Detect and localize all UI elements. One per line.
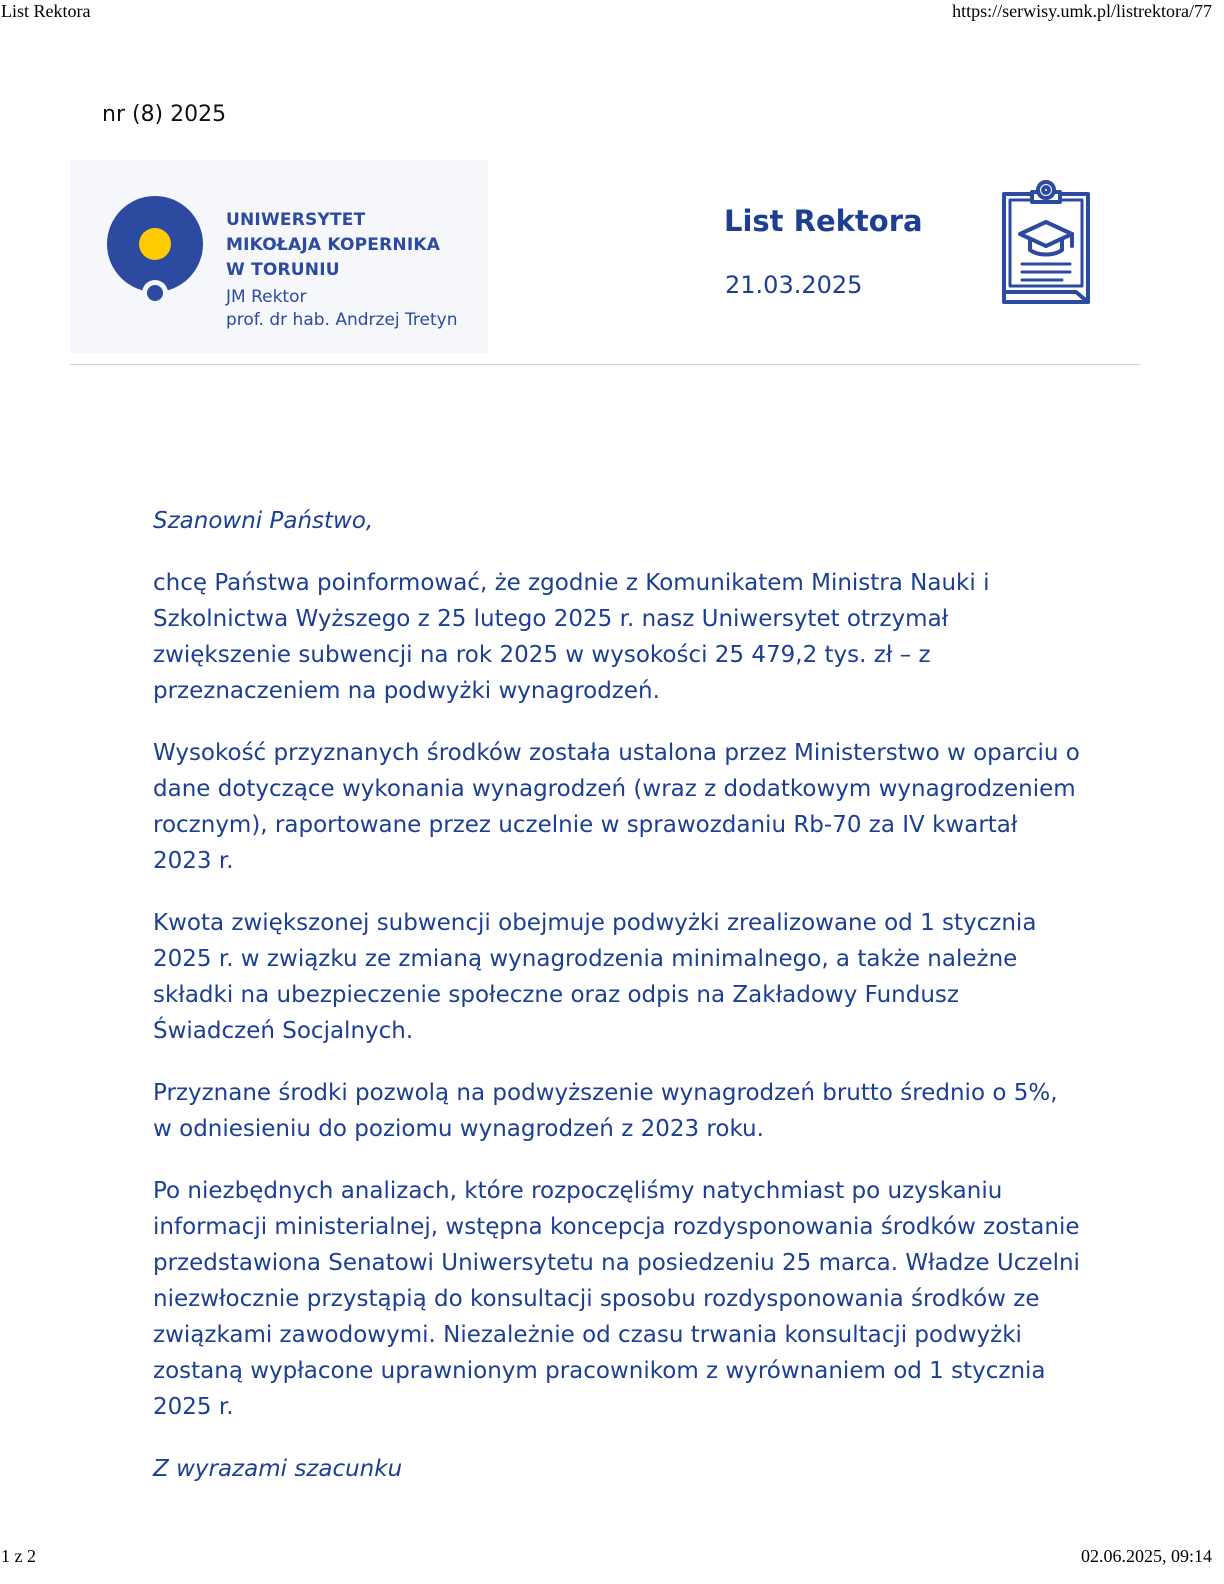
paragraph: chcę Państwa poinformować, że zgodnie z Komunikatem Ministra Nauki i Szkolnictwa Wyższego z 25 lutego 2025 r. nasz Uniwersytet otrzymał zwiększenie subwencji na rok 2025 w wysokości 25 479,2 tys. zł – z przeznaczeniem na podwyżki wynagrodzeń. <box>153 570 990 704</box>
closing: Z wyrazami szacunku <box>153 1456 403 1482</box>
rector-name: prof. dr hab. Andrzej Tretyn <box>226 310 458 330</box>
print-header-title: List Rektora <box>1 1 91 21</box>
paragraph: Kwota zwiększonej subwencji obejmuje podwyżki zrealizowane od 1 stycznia 2025 r. w związku ze zmianą wynagrodzenia minimalnego, a także należne składki na ubezpieczenie społeczne oraz odpis na Zakładowy Fundusz Świadczeń Socjalnych. <box>153 910 1037 1044</box>
university-name <box>226 208 440 283</box>
print-timestamp: 02.06.2025, 09:14 <box>1080 1546 1212 1566</box>
rector-info <box>226 286 458 332</box>
university-name-line: UNIWERSYTET <box>226 210 366 230</box>
print-header-url[interactable]: https://serwisy.umk.pl/listrektora/77 <box>952 1 1212 21</box>
paragraph: Po niezbędnych analizach, które rozpoczęliśmy natychmiast po uzyskaniu informacji ministerialnej, wstępna koncepcja rozdysponowania środków zostanie przedstawiona Senatowi Uniwersytetu na posiedzeniu 25 marca. Władze Uczelni niezwłocznie przystąpią do konsultacji sposobu rozdysponowania środków ze związkami zawodowymi. Niezależnie od czasu trwania konsultacji podwyżki zostaną wypłacone uprawnionym pracownikom z wyrównaniem od 1 stycznia 2025 r. <box>153 1178 1080 1420</box>
letter-body <box>153 503 1083 1487</box>
rector-title: JM Rektor <box>226 287 307 307</box>
university-header <box>70 160 488 353</box>
university-name-line: MIKOŁAJA KOPERNIKA <box>226 235 441 255</box>
paragraph: Przyznane środki pozwolą na podwyższenie wynagrodzeń brutto średnio o 5%, w odniesieniu do poziomu wynagrodzeń z 2023 roku. <box>153 1080 1058 1142</box>
salutation: Szanowni Państwo, <box>153 508 374 534</box>
header-divider <box>70 364 1140 365</box>
print-footer <box>0 1546 1224 1570</box>
issue-number: nr (8) 2025 <box>102 102 227 127</box>
university-logo-icon <box>106 196 206 306</box>
page-counter: 1 z 2 <box>1 1546 36 1566</box>
letter-title: List Rektora <box>724 204 923 238</box>
letter-date: 21.03.2025 <box>725 271 863 299</box>
paragraph: Wysokość przyznanych środków została ustalona przez Ministerstwo w oparciu o dane dotyczące wykonania wynagrodzeń (wraz z dodatkowym wynagrodzeniem rocznym), raportowane przez uczelnie w sprawozdaniu Rb-70 za IV kwartał 2023 r. <box>153 740 1080 874</box>
print-header <box>0 1 1224 25</box>
clipboard-graduation-cap-icon <box>996 180 1096 304</box>
university-name-line: W TORUNIU <box>226 260 340 280</box>
